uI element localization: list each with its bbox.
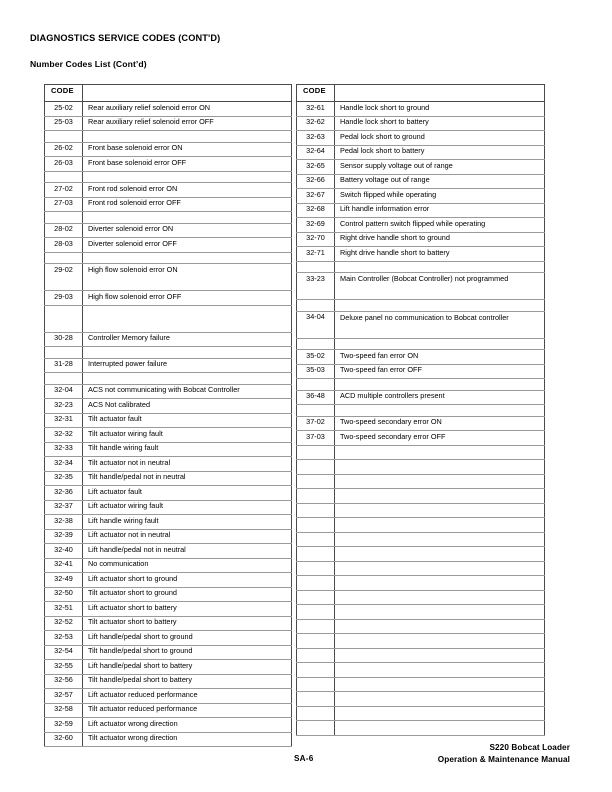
table-row [45,544,292,559]
cell-description: Rear auxiliary relief solenoid error OFF [83,116,292,131]
cell-description [83,212,292,224]
cell-code: 29-03 [45,291,83,306]
table-row [297,145,545,160]
table-right-header [297,85,545,102]
cell-description: High flow solenoid error ON [83,264,292,291]
table-row [45,197,292,212]
table-row [297,431,545,446]
cell-code [297,605,335,620]
cell-code: 32-60 [45,732,83,747]
cell-code: 32-41 [45,558,83,573]
cell-description: Lift handle wiring fault [83,515,292,530]
cell-description: ACD multiple controllers present [335,390,545,405]
table-header-row [297,85,545,102]
cell-description: Lift handle information error [335,203,545,218]
table-row [45,558,292,573]
table-row [45,358,292,373]
table-row [45,131,292,143]
cell-code: 33-23 [297,273,335,300]
service-codes-table-right [296,84,545,736]
cell-code [297,721,335,736]
cell-code [297,460,335,475]
cell-code [297,405,335,417]
cell-description: Lift actuator not in neutral [83,529,292,544]
table-row [45,471,292,486]
cell-description: Tilt actuator short to ground [83,587,292,602]
cell-code: 32-04 [45,384,83,399]
cell-description: Lift actuator wrong direction [83,718,292,733]
cell-code [297,576,335,591]
cell-code: 37-02 [297,416,335,431]
cell-description: Sensor supply voltage out of range [335,160,545,175]
table-row [297,561,545,576]
table-row [45,264,292,291]
cell-code: 25-02 [45,102,83,117]
page-title: DIAGNOSTICS SERVICE CODES (CONT'D) [30,33,221,44]
table-row [297,416,545,431]
table-row [297,300,545,312]
table-row [45,183,292,198]
cell-code: 32-63 [297,131,335,146]
cell-code: 32-57 [45,689,83,704]
cell-description: Deluxe panel no communication to Bobcat controller [335,311,545,338]
cell-code: 26-02 [45,142,83,157]
cell-description [335,518,545,533]
table-row [297,721,545,736]
cell-code: 37-03 [297,431,335,446]
table-row [45,399,292,414]
table-row [297,102,545,117]
table-row [45,373,292,385]
table-row [45,616,292,631]
table-row [297,518,545,533]
cell-code: 32-61 [297,102,335,117]
cell-code: 32-33 [45,442,83,457]
cell-code: 32-34 [45,457,83,472]
table-row [45,587,292,602]
table-row [45,157,292,172]
table-left-header [45,85,292,102]
cell-description [335,300,545,312]
table-row [45,515,292,530]
cell-code: 32-58 [45,703,83,718]
cell-code: 27-03 [45,197,83,212]
table-row [45,500,292,515]
table-row [297,350,545,365]
cell-code [45,131,83,143]
table-row [297,692,545,707]
cell-description [335,547,545,562]
table-row [297,634,545,649]
table-row [45,732,292,747]
cell-description: Tilt actuator reduced performance [83,703,292,718]
cell-description: Battery voltage out of range [335,174,545,189]
cell-description: Tilt actuator wiring fault [83,428,292,443]
table-row [297,390,545,405]
table-row [45,252,292,264]
cell-code: 32-65 [297,160,335,175]
table-row [297,489,545,504]
table-row [297,445,545,460]
cell-description: Front base solenoid error OFF [83,157,292,172]
cell-code: 32-54 [45,645,83,660]
table-row [297,547,545,562]
cell-code [45,373,83,385]
cell-description [335,503,545,518]
table-row [45,171,292,183]
cell-description [335,590,545,605]
cell-description: Front base solenoid error ON [83,142,292,157]
cell-description [83,373,292,385]
cell-code: 32-56 [45,674,83,689]
cell-code [297,706,335,721]
footer-page-number: SA-6 [294,754,314,763]
cell-code: 32-50 [45,587,83,602]
table-row [297,261,545,273]
cell-code: 28-02 [45,223,83,238]
table-row [297,338,545,350]
cell-description [335,474,545,489]
cell-description: Main Controller (Bobcat Controller) not programmed [335,273,545,300]
cell-code: 32-71 [297,247,335,262]
cell-code [297,300,335,312]
cell-code [297,379,335,391]
table-row [45,442,292,457]
table-row [297,203,545,218]
cell-code [297,261,335,273]
cell-code: 32-64 [297,145,335,160]
cell-description: Lift handle/pedal not in neutral [83,544,292,559]
table-row [297,605,545,620]
cell-description: Lift actuator reduced performance [83,689,292,704]
cell-description: Diverter solenoid error OFF [83,238,292,253]
cell-code: 32-59 [45,718,83,733]
table-row [297,503,545,518]
table-row [297,576,545,591]
cell-code [297,547,335,562]
cell-code [297,338,335,350]
table-row [45,718,292,733]
cell-description [335,721,545,736]
column-header-code: CODE [297,85,335,102]
cell-description [83,131,292,143]
cell-code [297,532,335,547]
table-row [45,703,292,718]
cell-description [335,634,545,649]
table-row [297,131,545,146]
table-row [297,160,545,175]
table-row [297,364,545,379]
footer-manual-title: S220 Bobcat Loader [489,743,570,752]
cell-description: Lift handle/pedal short to battery [83,660,292,675]
table-row [297,273,545,300]
footer-manual-info [438,742,570,765]
table-row [45,413,292,428]
table-row [297,379,545,391]
cell-description: Tilt actuator not in neutral [83,457,292,472]
cell-description: Two-speed fan error ON [335,350,545,365]
table-row [45,689,292,704]
cell-code [45,212,83,224]
cell-code [297,445,335,460]
table-row [45,645,292,660]
cell-description: Tilt handle/pedal not in neutral [83,471,292,486]
cell-description: Two-speed secondary error ON [335,416,545,431]
cell-code [297,663,335,678]
cell-code [45,305,83,332]
cell-code: 27-02 [45,183,83,198]
cell-description [335,692,545,707]
cell-code: 32-66 [297,174,335,189]
cell-description [83,171,292,183]
table-row [45,573,292,588]
cell-code [297,590,335,605]
cell-code [45,171,83,183]
cell-code [45,347,83,359]
table-row [45,332,292,347]
cell-description: Tilt actuator short to battery [83,616,292,631]
table-row [297,619,545,634]
cell-code [297,489,335,504]
cell-code: 34-04 [297,311,335,338]
cell-description [335,576,545,591]
cell-description: Lift actuator short to battery [83,602,292,617]
cell-description [335,663,545,678]
cell-description [83,252,292,264]
cell-description: ACS not communicating with Bobcat Controller [83,384,292,399]
service-codes-table-left [44,84,292,747]
table-row [45,305,292,332]
cell-description: Tilt actuator wrong direction [83,732,292,747]
cell-description [83,347,292,359]
cell-description: Interrupted power failure [83,358,292,373]
table-row [297,474,545,489]
cell-description: Handle lock short to battery [335,116,545,131]
cell-code [297,648,335,663]
table-row [297,232,545,247]
table-row [45,602,292,617]
table-row [297,218,545,233]
cell-code: 32-35 [45,471,83,486]
cell-code: 32-23 [45,399,83,414]
table-row [297,677,545,692]
table-row [297,590,545,605]
cell-description: Rear auxiliary relief solenoid error ON [83,102,292,117]
table-row [297,174,545,189]
cell-code [297,634,335,649]
table-row [45,102,292,117]
cell-description: Two-speed secondary error OFF [335,431,545,446]
cell-code: 30-28 [45,332,83,347]
cell-description: High flow solenoid error OFF [83,291,292,306]
cell-description [335,605,545,620]
cell-code: 32-55 [45,660,83,675]
cell-description: Lift handle/pedal short to ground [83,631,292,646]
cell-code [297,474,335,489]
cell-description: Tilt handle wiring fault [83,442,292,457]
table-row [45,674,292,689]
cell-description [335,460,545,475]
table-row [45,660,292,675]
cell-code: 32-39 [45,529,83,544]
table-right-body [297,102,545,736]
table-row [297,532,545,547]
cell-description: Pedal lock short to battery [335,145,545,160]
cell-description: No communication [83,558,292,573]
cell-description: Tilt handle/pedal short to battery [83,674,292,689]
cell-code [297,518,335,533]
cell-description: Switch flipped while operating [335,189,545,204]
cell-description [335,648,545,663]
cell-code: 32-38 [45,515,83,530]
table-row [45,238,292,253]
cell-code: 28-03 [45,238,83,253]
table-row [45,631,292,646]
cell-description [335,619,545,634]
cell-description: Diverter solenoid error ON [83,223,292,238]
cell-description [83,305,292,332]
table-row [45,486,292,501]
cell-code: 32-32 [45,428,83,443]
cell-code: 32-37 [45,500,83,515]
cell-code: 36-48 [297,390,335,405]
cell-description [335,532,545,547]
cell-code: 32-49 [45,573,83,588]
table-row [297,116,545,131]
cell-description: Tilt actuator fault [83,413,292,428]
section-subtitle: Number Codes List (Cont’d) [30,59,147,70]
table-row [45,428,292,443]
cell-description: Control pattern switch flipped while operating [335,218,545,233]
table-row [45,384,292,399]
table-row [45,116,292,131]
cell-code: 32-69 [297,218,335,233]
cell-description [335,561,545,576]
table-row [297,663,545,678]
cell-code [297,503,335,518]
table-row [45,457,292,472]
cell-description [335,405,545,417]
table-row [297,460,545,475]
cell-code: 32-68 [297,203,335,218]
cell-description: ACS Not calibrated [83,399,292,414]
cell-description: Right drive handle short to ground [335,232,545,247]
cell-description: Front rod solenoid error ON [83,183,292,198]
table-row [45,142,292,157]
cell-description: Front rod solenoid error OFF [83,197,292,212]
cell-description [335,706,545,721]
cell-description: Handle lock short to ground [335,102,545,117]
cell-code: 32-36 [45,486,83,501]
column-header-description [335,85,545,102]
table-row [45,291,292,306]
cell-description [335,379,545,391]
cell-code: 32-40 [45,544,83,559]
cell-code [297,619,335,634]
cell-code [297,677,335,692]
cell-code: 35-03 [297,364,335,379]
cell-description [335,338,545,350]
column-header-code: CODE [45,85,83,102]
table-row [297,405,545,417]
cell-code: 32-53 [45,631,83,646]
cell-code: 32-70 [297,232,335,247]
cell-description: Two-speed fan error OFF [335,364,545,379]
cell-description: Lift actuator short to ground [83,573,292,588]
cell-description: Lift actuator fault [83,486,292,501]
cell-description: Right drive handle short to battery [335,247,545,262]
cell-description [335,261,545,273]
table-row [297,706,545,721]
cell-code [45,252,83,264]
cell-code: 32-62 [297,116,335,131]
cell-code: 32-52 [45,616,83,631]
table-header-row [45,85,292,102]
cell-code: 32-67 [297,189,335,204]
cell-description: Pedal lock short to ground [335,131,545,146]
cell-code [297,561,335,576]
table-row [297,247,545,262]
table-row [45,223,292,238]
cell-description [335,677,545,692]
table-row [45,212,292,224]
table-row [297,648,545,663]
table-row [45,529,292,544]
table-row [45,347,292,359]
footer-manual-subtitle: Operation & Maintenance Manual [437,754,570,764]
cell-code: 35-02 [297,350,335,365]
cell-code: 32-31 [45,413,83,428]
table-left-body [45,102,292,747]
table-row [297,311,545,338]
cell-code: 26-03 [45,157,83,172]
cell-description: Lift actuator wiring fault [83,500,292,515]
cell-description: Controller Memory failure [83,332,292,347]
cell-description [335,489,545,504]
cell-code: 29-02 [45,264,83,291]
cell-code [297,692,335,707]
cell-description [335,445,545,460]
cell-code: 31-28 [45,358,83,373]
column-header-description [83,85,292,102]
table-row [297,189,545,204]
cell-code: 32-51 [45,602,83,617]
cell-description: Tilt handle/pedal short to ground [83,645,292,660]
cell-code: 25-03 [45,116,83,131]
